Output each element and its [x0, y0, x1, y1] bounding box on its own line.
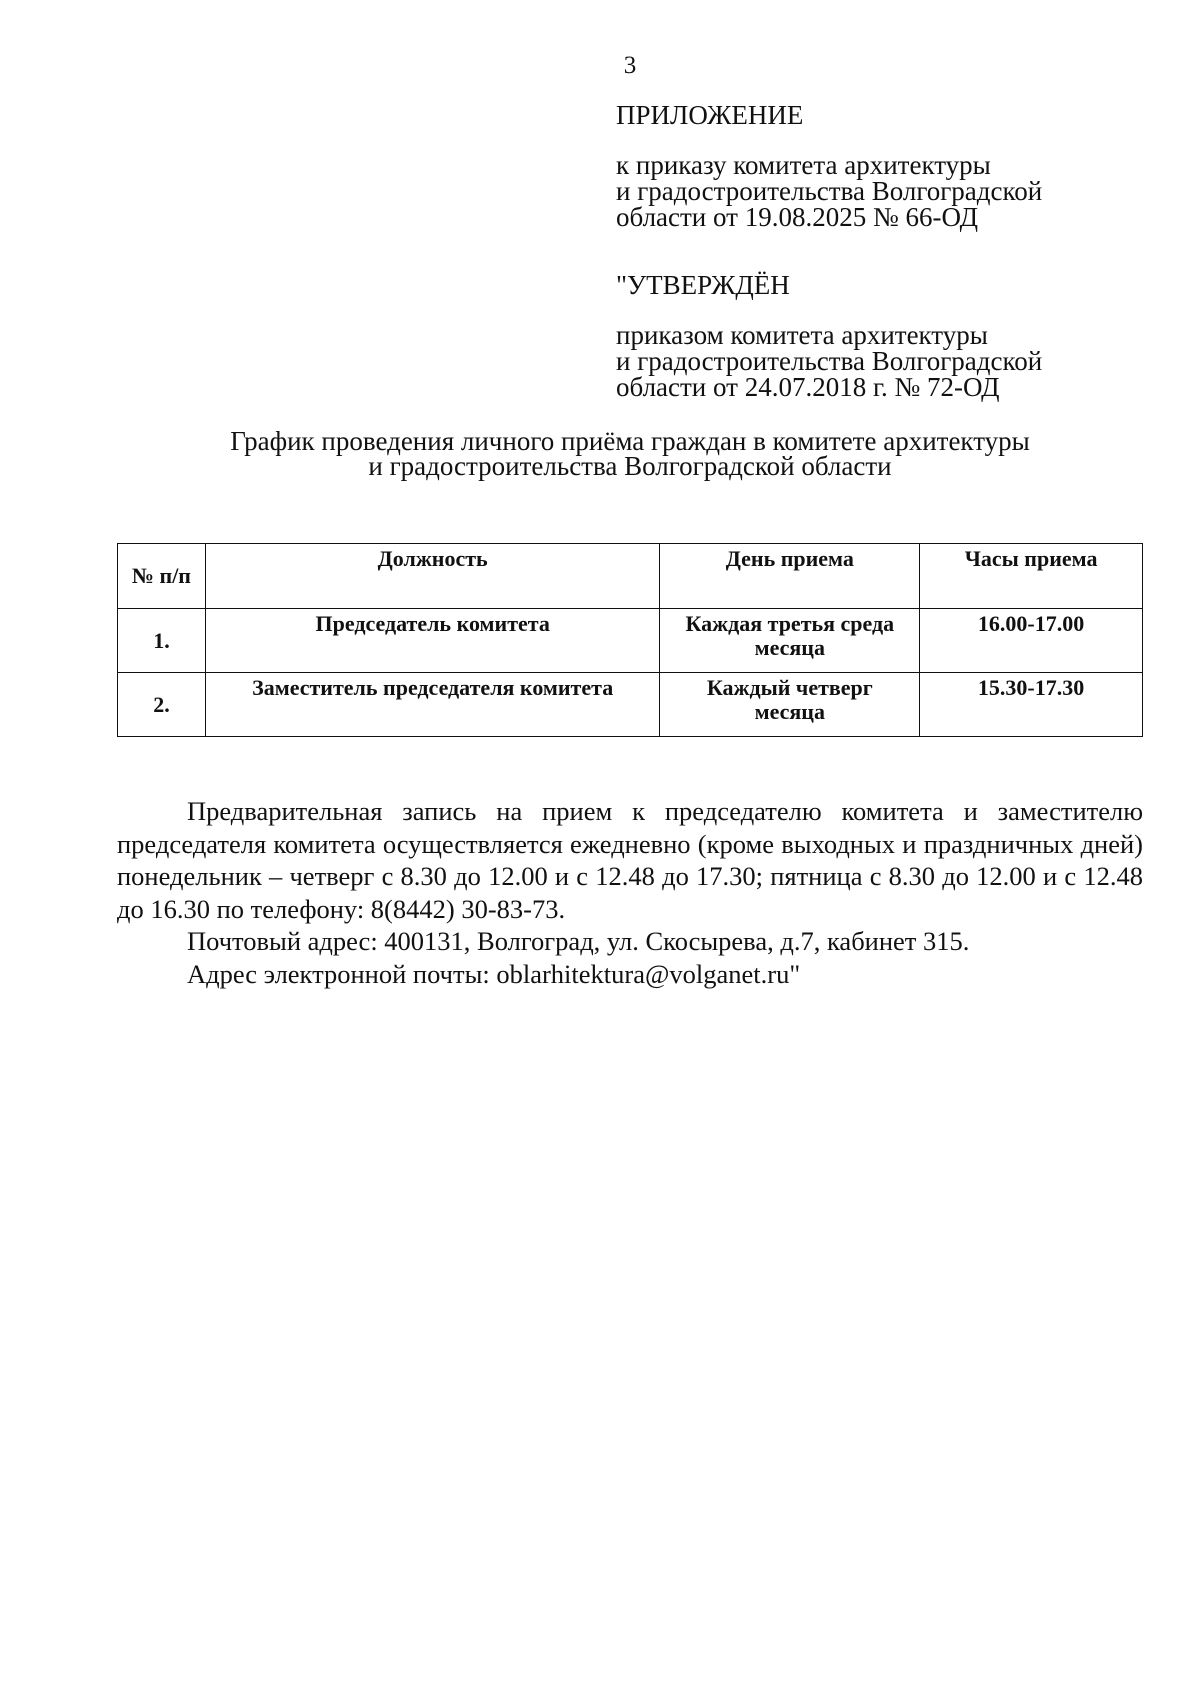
row-hours: 15.30-17.30 — [920, 673, 1143, 737]
page-number: 3 — [623, 52, 637, 79]
appendix-line: к приказу комитета архитектуры — [616, 150, 991, 180]
approval-line: и градостроительства Волгоградской — [616, 346, 1043, 376]
column-header-hours: Часы приема — [920, 544, 1143, 609]
approval-line: области от 24.07.2018 г. № 72-ОД — [616, 372, 1000, 402]
schedule-heading — [140, 426, 1120, 481]
body-text — [117, 795, 1143, 990]
appendix-line: и градостроительства Волгоградской — [616, 176, 1043, 206]
row-day-line: месяца — [754, 635, 825, 660]
approval-line: приказом комитета архитектуры — [616, 320, 988, 350]
table-header-row — [118, 544, 1143, 609]
row-day — [660, 609, 920, 673]
table-row — [118, 673, 1143, 737]
row-position: Заместитель председателя комитета — [205, 673, 660, 737]
column-header-day: День приема — [660, 544, 920, 609]
appendix-title: ПРИЛОЖЕНИЕ — [616, 100, 804, 130]
appendix-block — [616, 102, 1096, 230]
row-number: 1. — [118, 609, 206, 673]
heading-line: и градостроительства Волгоградской области — [368, 451, 892, 481]
appointment-paragraph: Предварительная запись на прием к председателю комитета и заместителю председателя комитета осуществляется ежедневно (кроме выходных и праздничных дней) понедельник – четверг с 8.30 до 12.00 и с 12.48 до 17.30; пятница с 8.30 до 12.00 и с 12.48 до 16.30 по телефону: 8(8442) 30-83-73. — [117, 796, 1143, 924]
heading-line: График проведения личного приёма граждан в комитете архитектуры — [230, 426, 1030, 456]
row-day — [660, 673, 920, 737]
row-day-line: Каждая третья среда — [685, 611, 895, 636]
table-row — [118, 609, 1143, 673]
approval-block — [616, 272, 1096, 400]
row-day-line: месяца — [754, 699, 825, 724]
email-address: Адрес электронной почты: oblarhitektura@volganet.ru" — [187, 958, 801, 989]
row-number: 2. — [118, 673, 206, 737]
row-hours: 16.00-17.00 — [920, 609, 1143, 673]
row-day-line: Каждый четверг — [706, 675, 873, 700]
schedule-table — [117, 543, 1143, 737]
approval-title: "УТВЕРЖДЁН — [616, 270, 790, 300]
postal-address: Почтовый адрес: 400131, Волгоград, ул. Скосырева, д.7, кабинет 315. — [187, 926, 970, 956]
column-header-number: № п/п — [118, 544, 206, 609]
row-position: Председатель комитета — [205, 609, 660, 673]
column-header-position: Должность — [205, 544, 660, 609]
appendix-line: области от 19.08.2025 № 66-ОД — [616, 202, 979, 232]
